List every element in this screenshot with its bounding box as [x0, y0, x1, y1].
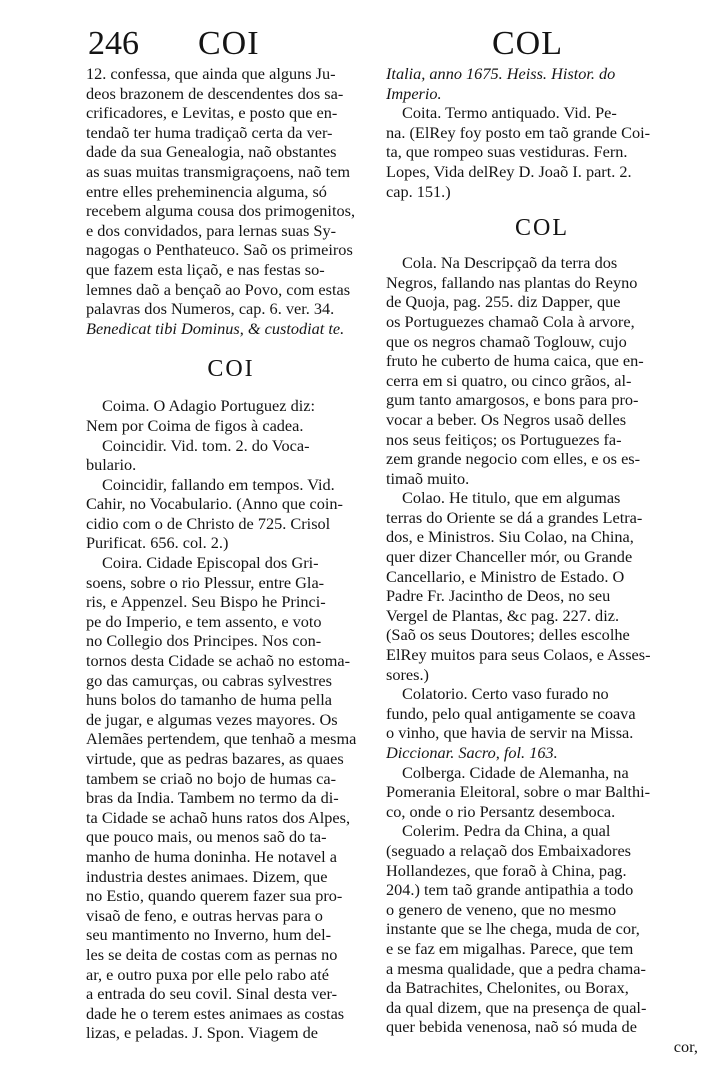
entry-line: zem grande negocio com elles, e os es-	[386, 449, 641, 469]
entry-line: Coincidir. Vid. tom. 2. do Voca-	[102, 435, 310, 455]
entry-line: de jugar, e algumas vezes mayores. Os	[86, 709, 338, 729]
entry-line: tambem se criaõ no bojo de humas ca-	[86, 768, 337, 788]
text-line: Benedicat tibi Dominus, & custodiat te.	[86, 318, 345, 338]
text-line: que fazem esta liçaõ, e nas festas so-	[86, 259, 325, 279]
entry-line: que pouco mais, ou menos saõ do ta-	[86, 827, 327, 847]
entry-line: no Estio, quando querem fazer sua pro-	[86, 886, 343, 906]
entry-line: de Quoja, pag. 255. diz Dapper, que	[386, 292, 621, 312]
right-column	[386, 64, 698, 1057]
entry-line: Coira. Cidade Episcopal dos Gri-	[102, 553, 319, 573]
entry-line: ta, que rompeo suas vestiduras. Fern.	[386, 142, 628, 162]
entry-line: Negros, fallando nas plantas do Reyno	[386, 272, 638, 292]
entry-line: dade he o terem estes animaes as costas	[86, 1003, 345, 1023]
text-line: Italia, anno 1675. Heiss. Histor. do	[386, 64, 616, 83]
entry-line: seu mantimento no Inverno, hum del-	[86, 925, 332, 945]
section-heading: COL	[515, 215, 569, 242]
right-column-entries	[386, 253, 698, 1056]
right-column-top-text	[386, 64, 698, 201]
entry-line: go das camurças, ou cabras sylvestres	[86, 670, 332, 690]
entry-line: fundo, pelo qual antigamente se coava	[386, 703, 636, 723]
entry-line: cor,	[673, 1036, 698, 1056]
text-line: entre elles preheminencia alguma, só	[86, 181, 327, 201]
entry-line: Cancellario, e Ministro de Estado. O	[386, 566, 625, 586]
entry-line: da Batrachites, Chelonites, ou Borax,	[386, 978, 629, 998]
entry-line: les se deita de costas com as pernas no	[86, 944, 338, 964]
text-line: tendaõ ter huma tradiçaõ certa da ver-	[86, 122, 333, 142]
entry-line: Pomerania Eleitoral, sobre o mar Balthi-	[386, 782, 651, 802]
entry-line: bras da India. Tambem no termo da di-	[86, 788, 339, 808]
entry-line: Cahir, no Vocabulario. (Anno que coin-	[86, 494, 343, 514]
entry-line: Colatorio. Certo vaso furado no	[402, 684, 609, 704]
text-line: deos brazonem de descendentes dos sa-	[86, 83, 344, 103]
entry-line: Diccionar. Sacro, fol. 163.	[386, 743, 558, 762]
entry-line: manho de huma doninha. He notavel a	[86, 846, 337, 866]
entry-line: fruto he cuberto de huma caica, que en-	[386, 351, 644, 371]
entry-line: o genero de veneno, que no mesmo	[386, 899, 617, 919]
text-line: crificadores, e Levitas, e posto que en-	[86, 103, 338, 123]
text-line: e dos convidados, para lernas suas Sy-	[86, 220, 337, 240]
entry-line: quer bebida venenosa, naõ só muda de	[386, 1017, 637, 1037]
entry-line: ar, e outro puxa por elle pelo rabo até	[86, 964, 330, 984]
entry-line: e se faz em migalhas. Parece, que tem	[386, 938, 634, 958]
entry-line: Colerim. Pedra da China, a qual	[402, 821, 611, 841]
entry-line: na. (ElRey foy posto em taõ grande Coi-	[386, 122, 651, 142]
entry-line: ta Cidade se achaõ huns ratos dos Alpes,	[86, 807, 351, 827]
entry-line: tornos desta Cidade se achaõ no estoma-	[86, 651, 351, 671]
entry-line: dos, e Ministros. Siu Colao, na China,	[386, 527, 634, 547]
entry-line: ris, e Appenzel. Seu Bispo he Princi-	[86, 592, 326, 612]
entry-line: Colberga. Cidade de Alemanha, na	[402, 762, 629, 782]
entry-line: Coima. O Adagio Portuguez diz:	[102, 396, 315, 416]
entry-line: cidio com o de Christo de 725. Crisol	[86, 513, 331, 533]
entry-line: cap. 151.)	[386, 181, 451, 201]
page-number: 246	[88, 25, 139, 62]
entry-line: da qual dizem, que na presença de qual-	[386, 997, 647, 1017]
entry-line: a mesma qualidade, que a pedra chama-	[386, 958, 646, 978]
entry-line: gum tanto amargosos, e bons para pro-	[386, 390, 639, 410]
entry-line: (Saõ os seus Doutores; delles escolhe	[386, 625, 630, 645]
entry-line: Alemães pertendem, que tenhaõ a mesma	[86, 729, 357, 749]
entry-line: visaõ de feno, e outras hervas para o	[86, 905, 323, 925]
entry-line: soens, sobre o rio Plessur, entre Gla-	[86, 572, 325, 592]
text-line: dade da sua Genealogia, naõ obstantes	[86, 142, 337, 162]
text-line: 12. confessa, que ainda que alguns Ju-	[86, 64, 336, 83]
entry-line: Lopes, Vida delRey D. Joaõ I. part. 2.	[386, 161, 632, 181]
left-running-head: COI	[198, 25, 260, 62]
entry-line: os Portuguezes chamaõ Cola à arvore,	[386, 311, 635, 331]
right-running-head: COL	[492, 25, 563, 62]
entry-line: quer dizer Chanceller mór, ou Grande	[386, 547, 633, 567]
left-column-top-text	[86, 64, 376, 338]
entry-line: ElRey muitos para seus Colaos, e Asses-	[386, 645, 651, 665]
text-line: lemnes daõ a bençaõ ao Povo, com estas	[86, 279, 351, 299]
entry-line: Cola. Na Descripçaõ da terra dos	[402, 253, 618, 273]
entry-line: Nem por Coima de figos à cadea.	[86, 415, 304, 435]
entry-line: Padre Fr. Jacintho de Deos, no seu	[386, 586, 611, 606]
entry-line: instante que se lhe chega, muda de cor,	[386, 919, 640, 939]
entry-line: a entrada do seu covil. Sinal desta ver-	[86, 984, 338, 1004]
text-line: nagogas o Penthateuco. Saõ os primeiros	[86, 240, 353, 260]
section-heading: COI	[207, 356, 255, 383]
left-column-entries	[86, 396, 376, 1043]
entry-line: que os negros chamaõ Toglouw, cujo	[386, 331, 627, 351]
entry-line: lizas, e peladas. J. Spon. Viagem de	[86, 1023, 319, 1043]
entry-line: Purificat. 656. col. 2.)	[86, 533, 229, 553]
entry-line: (seguado a relaçaõ dos Embaixadores	[386, 840, 632, 860]
entry-line: no Collegio dos Principes. Nos con-	[86, 631, 322, 651]
entry-line: 204.) tem taõ grande antipathia a todo	[386, 880, 634, 900]
entry-line: vocar a beber. Os Negros usaõ delles	[386, 409, 627, 429]
entry-line: cerra em si quatro, ou cinco grãos, al-	[386, 370, 632, 390]
entry-line: nos seus feitiços; os Portuguezes fa-	[386, 429, 622, 449]
entry-line: Coincidir, fallando em tempos. Vid.	[102, 474, 335, 494]
entry-line: sores.)	[386, 664, 429, 684]
entry-line: timaõ muito.	[386, 468, 470, 488]
entry-line: Colao. He titulo, que em algumas	[402, 488, 621, 508]
entry-line: terras do Oriente se dá a grandes Letra-	[386, 507, 643, 527]
entry-line: Vergel de Plantas, &c pag. 227. diz.	[386, 605, 620, 625]
entry-line: o vinho, que havia de servir na Missa.	[386, 723, 634, 743]
entry-line: Coita. Termo antiquado. Vid. Pe-	[402, 103, 617, 123]
entry-line: huns bolos do tamanho de huma pella	[86, 690, 332, 710]
text-line: as suas muitas transmigraçoens, naõ tem	[86, 161, 351, 181]
entry-line: Hollandezes, que foraõ à China, pag.	[386, 860, 627, 880]
entry-line: bulario.	[86, 455, 137, 475]
text-line: Imperio.	[386, 83, 442, 103]
entry-line: pe do Imperio, e tem assento, e voto	[86, 611, 322, 631]
entry-line: industria destes animaes. Dizem, que	[86, 866, 328, 886]
left-column	[86, 64, 376, 1043]
entry-line: virtude, que as pedras bazares, as quaes	[86, 749, 344, 768]
text-line: palavras dos Numeros, cap. 6. ver. 34.	[86, 299, 335, 319]
text-line: recebem alguma cousa dos primogenitos,	[86, 201, 356, 221]
entry-line: co, onde o rio Persantz desemboca.	[386, 801, 616, 821]
